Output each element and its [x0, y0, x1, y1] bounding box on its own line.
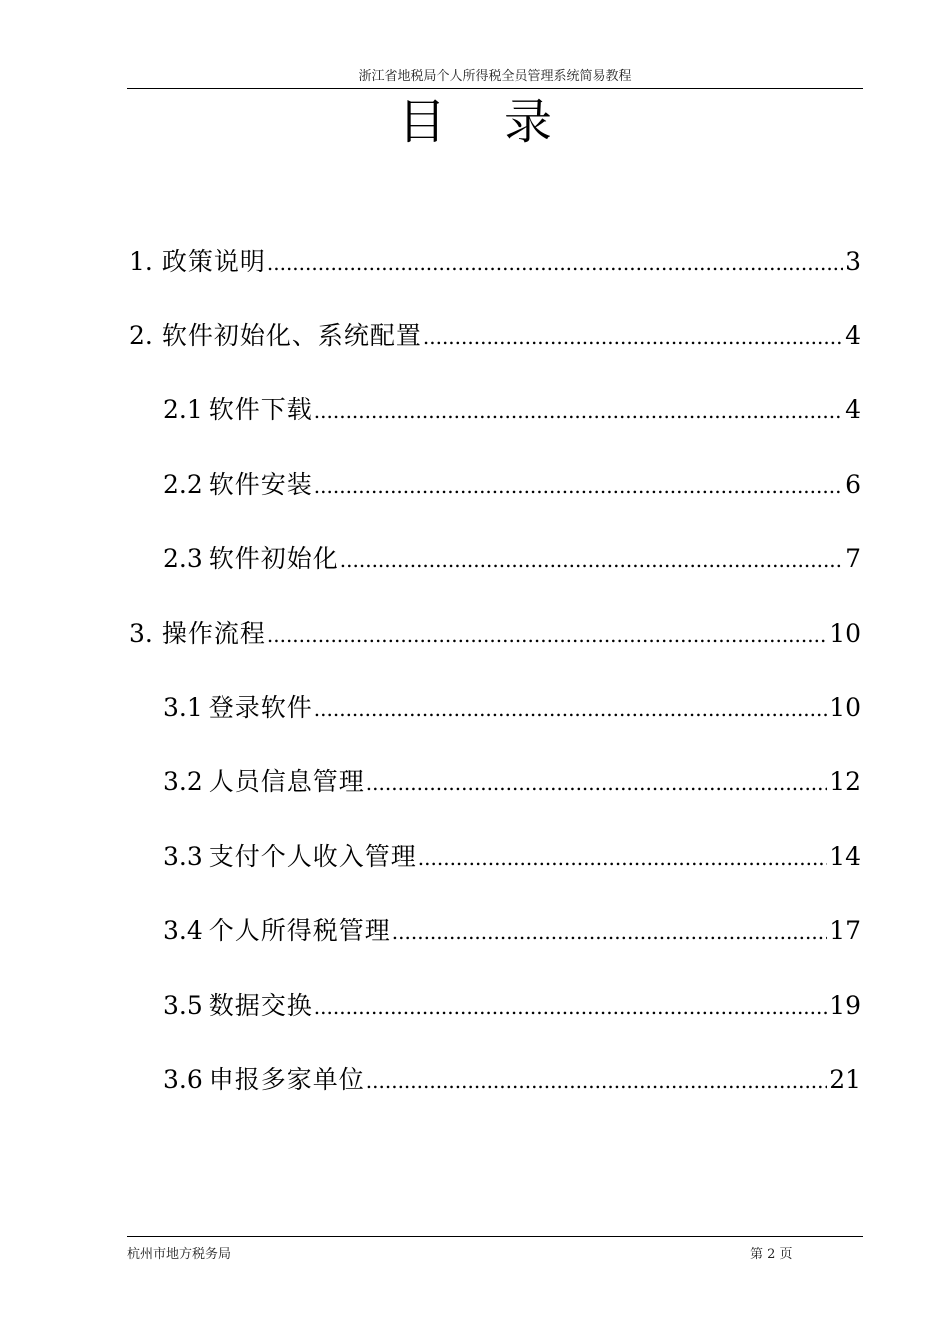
toc-dot-leader	[366, 766, 827, 800]
toc-entry-page: 7	[845, 544, 861, 573]
toc-dot-leader	[314, 469, 843, 503]
toc-entry-number: 3.6	[163, 1065, 203, 1094]
toc-entry-number: 3.5	[163, 991, 203, 1020]
toc-entry-label: 人员信息管理	[208, 767, 365, 796]
toc-entry-label: 软件下载	[208, 395, 313, 424]
toc-entry-number: 2.	[129, 321, 153, 350]
toc-entry[interactable]	[163, 914, 861, 948]
toc-entry-number: 3.2	[163, 767, 203, 796]
toc-entry-label: 登录软件	[208, 693, 313, 722]
toc-dot-leader	[366, 1064, 827, 1098]
toc-entry-label: 软件初始化	[208, 544, 339, 573]
toc-entry-page: 4	[845, 321, 861, 350]
toc-entry[interactable]	[163, 468, 861, 502]
toc-entry[interactable]	[129, 617, 861, 651]
toc-dot-leader	[392, 915, 827, 949]
toc-dot-leader	[418, 841, 827, 875]
toc-entry-label: 操作流程	[161, 619, 266, 648]
toc-entry-label: 个人所得税管理	[208, 916, 391, 945]
toc-entry-page: 21	[829, 1065, 861, 1094]
toc-entry-label: 数据交换	[208, 991, 313, 1020]
toc-entry[interactable]	[163, 840, 861, 874]
toc-entry-number: 2.1	[163, 395, 203, 424]
toc-entry-page: 12	[829, 767, 861, 796]
toc-entry-page: 3	[845, 247, 861, 276]
toc-entry-page: 19	[829, 991, 861, 1020]
page-footer	[127, 1236, 863, 1262]
toc-entry[interactable]	[163, 1063, 861, 1097]
toc-dot-leader	[314, 990, 827, 1024]
toc-entry-label: 软件安装	[208, 470, 313, 499]
toc-entry[interactable]	[163, 989, 861, 1023]
toc-entry-number: 1.	[129, 247, 153, 276]
footer-page-number: 第 2 页	[750, 1247, 793, 1262]
toc-entry-number: 3.1	[163, 693, 203, 722]
toc-entry-label: 申报多家单位	[208, 1065, 365, 1094]
toc-entry-number: 2.2	[163, 470, 203, 499]
toc-entry-number: 3.3	[163, 842, 203, 871]
toc-entry[interactable]	[163, 765, 861, 799]
toc-dot-leader	[423, 320, 843, 354]
toc-entry[interactable]	[163, 542, 861, 576]
header-text: 浙江省地税局个人所得税全员管理系统简易教程	[358, 69, 632, 84]
toc-entry-label: 软件初始化、系统配置	[161, 321, 422, 350]
toc-entry[interactable]	[163, 393, 861, 427]
toc-dot-leader	[267, 246, 843, 280]
toc-entry-label: 支付个人收入管理	[208, 842, 417, 871]
toc-dot-leader	[314, 692, 827, 726]
toc-entry-page: 6	[845, 470, 861, 499]
toc-entry[interactable]	[129, 245, 861, 279]
page-title: 目录	[397, 94, 610, 150]
toc-entry-label: 政策说明	[161, 247, 266, 276]
toc-entry-page: 14	[829, 842, 861, 871]
footer-organization: 杭州市地方税务局	[127, 1247, 232, 1262]
toc-entry-page: 17	[829, 916, 861, 945]
toc-entry-page: 10	[829, 693, 861, 722]
toc-entry[interactable]	[163, 691, 861, 725]
toc-entry-page: 10	[829, 619, 861, 648]
toc-dot-leader	[314, 394, 843, 428]
toc-entry-number: 2.3	[163, 544, 203, 573]
toc-dot-leader	[340, 543, 843, 577]
toc-entry-number: 3.	[129, 619, 153, 648]
toc-dot-leader	[267, 618, 827, 652]
toc-entry[interactable]	[129, 319, 861, 353]
toc-entry-page: 4	[845, 395, 861, 424]
toc-entry-number: 3.4	[163, 916, 203, 945]
